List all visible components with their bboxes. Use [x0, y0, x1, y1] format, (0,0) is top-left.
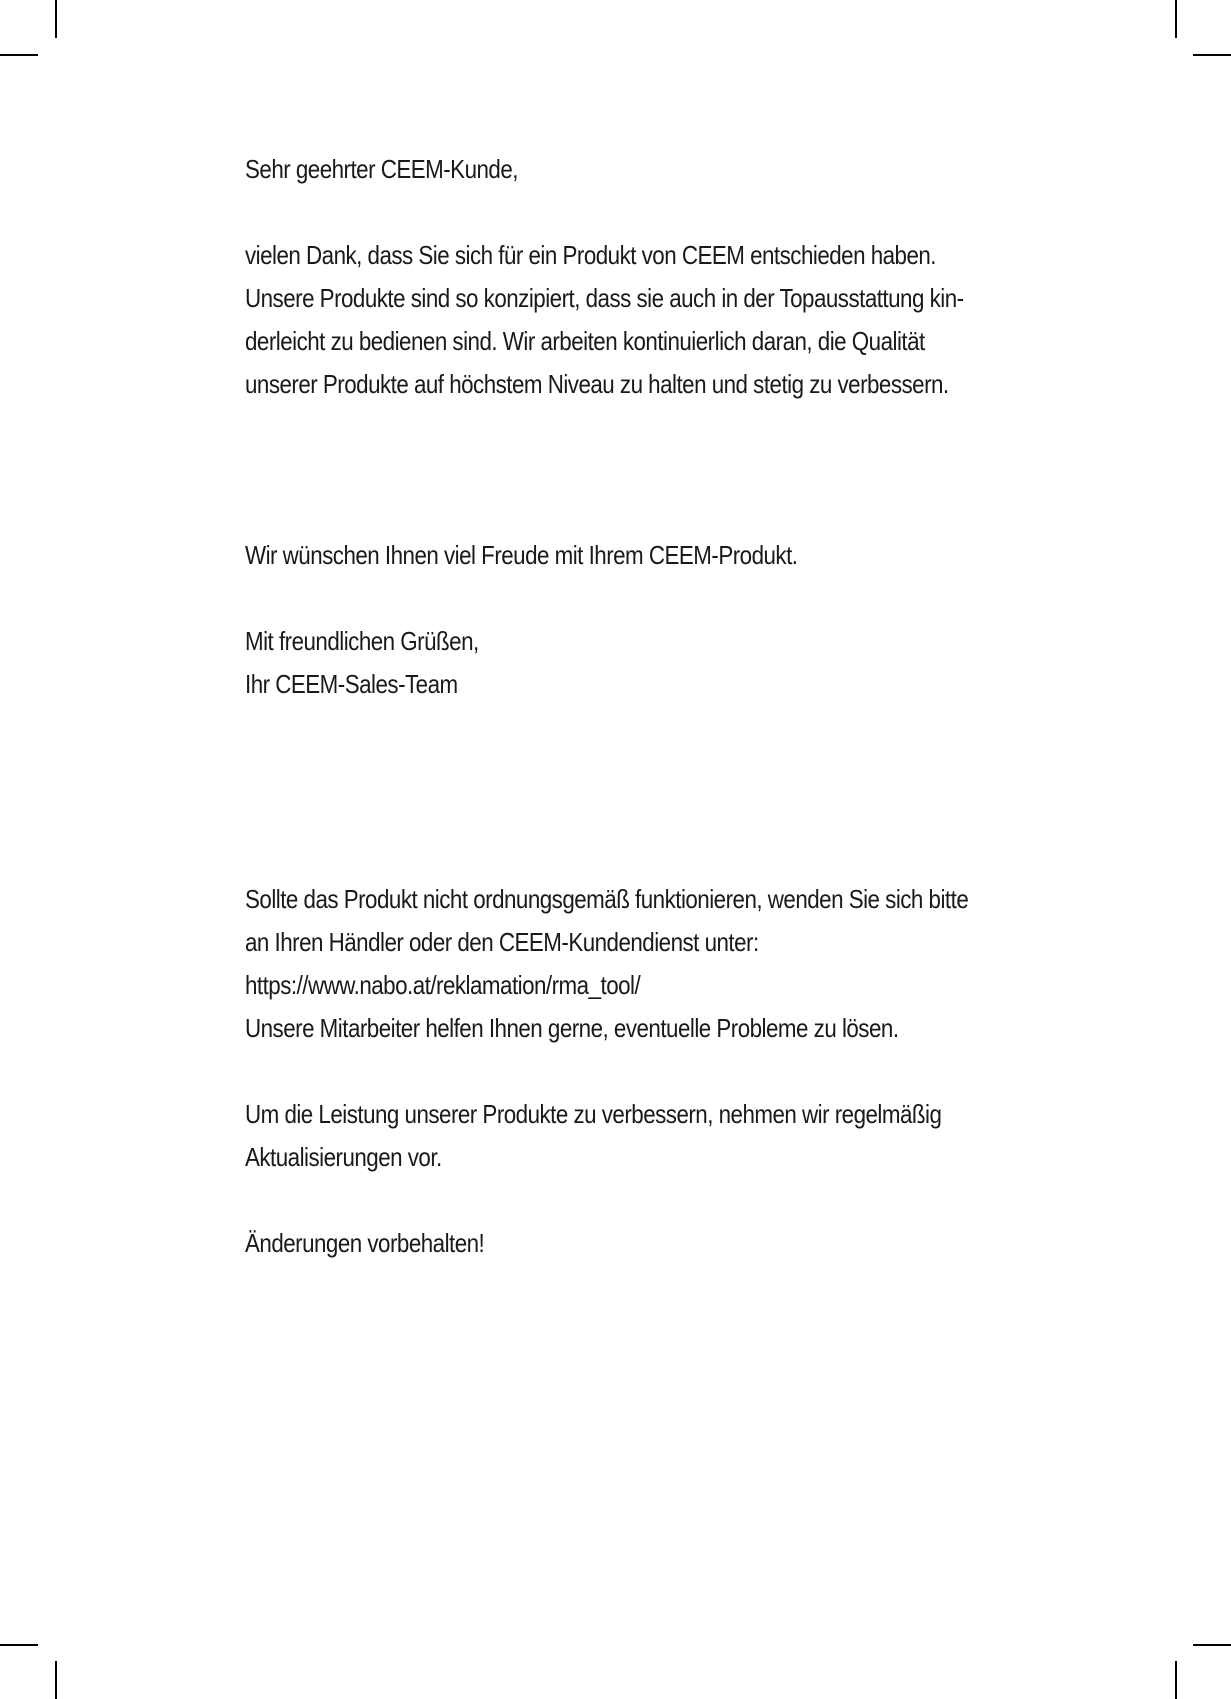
crop-mark-bottom-right-horizontal: [1193, 1644, 1231, 1646]
support-line: Sollte das Produkt nicht ordnungsgemäß funktionieren, wenden Sie sich bitte: [245, 884, 969, 914]
support-paragraph: [245, 878, 969, 1050]
support-line: Unsere Mitarbeiter helfen Ihnen gerne, eventuelle Probleme zu lösen.: [245, 1013, 899, 1043]
letter-body: [245, 148, 969, 1265]
crop-mark-bottom-right-vertical: [1175, 1661, 1177, 1699]
crop-mark-top-right-vertical: [1175, 0, 1177, 38]
support-line: an Ihren Händler oder den CEEM-Kundendienst unter:: [245, 927, 759, 957]
update-paragraph: [245, 1093, 942, 1179]
wish-text: Wir wünschen Ihnen viel Freude mit Ihrem CEEM-Produkt.: [245, 540, 798, 570]
intro-line: unserer Produkte auf höchstem Niveau zu halten und stetig zu verbessern.: [245, 369, 949, 399]
signature-text: Ihr CEEM-Sales-Team: [245, 669, 458, 699]
support-url: https://www.nabo.at/reklamation/rma_tool/: [245, 970, 641, 1000]
intro-paragraph: [245, 234, 964, 406]
update-line: Um die Leistung unserer Produkte zu verbessern, nehmen wir regelmäßig: [245, 1099, 942, 1129]
salutation: Sehr geehrter CEEM-Kunde,: [245, 154, 518, 184]
crop-mark-top-right-horizontal: [1193, 54, 1231, 56]
crop-mark-top-left-vertical: [55, 0, 57, 38]
intro-line: derleicht zu bedienen sind. Wir arbeiten kontinuierlich daran, die Qualität: [245, 326, 925, 356]
closing-text: Mit freundlichen Grüßen,: [245, 626, 479, 656]
intro-line: vielen Dank, dass Sie sich für ein Produkt von CEEM entschieden haben.: [245, 240, 936, 270]
disclaimer-text: Änderungen vorbehalten!: [245, 1228, 485, 1258]
intro-line: Unsere Produkte sind so konzipiert, dass sie auch in der Topausstattung kin-: [245, 283, 964, 313]
crop-mark-bottom-left-vertical: [55, 1661, 57, 1699]
crop-mark-bottom-left-horizontal: [0, 1644, 38, 1646]
crop-mark-top-left-horizontal: [0, 54, 38, 56]
update-line: Aktualisierungen vor.: [245, 1142, 442, 1172]
